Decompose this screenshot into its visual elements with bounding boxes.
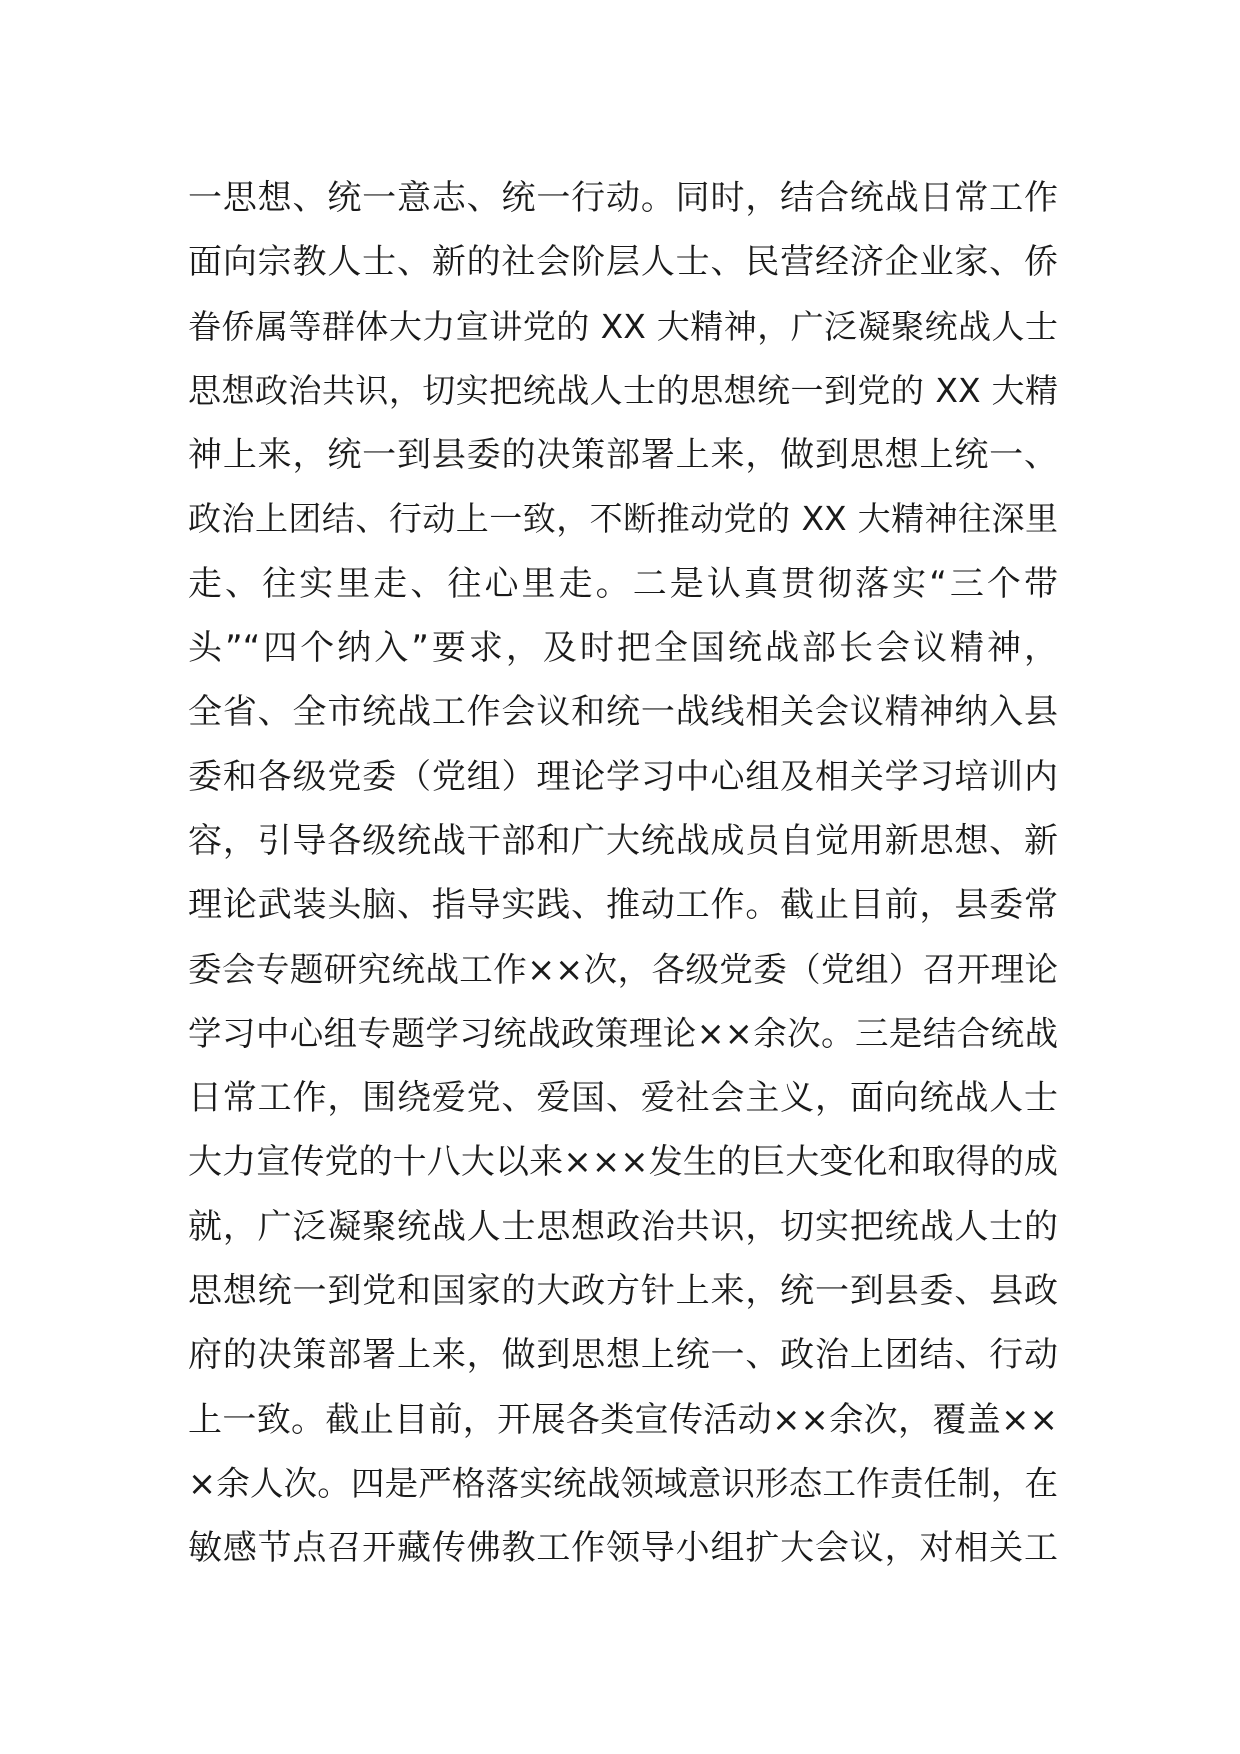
text-line: 委会专题研究统战工作××次，各级党委（党组）召开理论	[188, 949, 1058, 989]
text-line: ×余人次。四是严格落实统战领域意识形态工作责任制，在	[188, 1463, 1058, 1503]
text-line: 学习中心组专题学习统战政策理论××余次。三是结合统战	[188, 1013, 1058, 1053]
text-line: 敏感节点召开藏传佛教工作领导小组扩大会议，对相关工	[188, 1528, 1058, 1569]
text-line: 大力宣传党的十八大以来×××发生的巨大变化和取得的成	[188, 1142, 1058, 1183]
text-line: 府的决策部署上来，做到思想上统一、政治上团结、行动	[188, 1335, 1058, 1376]
text-line: 全省、全市统战工作会议和统一战线相关会议精神纳入县	[188, 692, 1058, 733]
text-line: 上一致。截止目前，开展各类宣传活动××余次，覆盖××	[188, 1399, 1058, 1440]
text-line: 眷侨属等群体大力宣讲党的 XX 大精神，广泛凝聚统战人士	[188, 306, 1058, 346]
text-line: 一思想、统一意志、统一行动。同时，结合统战日常工作	[188, 178, 1058, 218]
body-paragraph	[188, 166, 1058, 1581]
text-line: 理论武装头脑、指导实践、推动工作。截止目前，县委常	[188, 885, 1058, 926]
text-line: 就，广泛凝聚统战人士思想政治共识，切实把统战人士的	[188, 1206, 1058, 1247]
text-line: 委和各级党委（党组）理论学习中心组及相关学习培训内	[188, 756, 1058, 797]
text-line: 政治上团结、行动上一致，不断推动党的 XX 大精神往深里	[188, 499, 1058, 539]
text-line: 容，引导各级统战干部和广大统战成员自觉用新思想、新	[188, 820, 1058, 861]
text-line: 走、往实里走、往心里走。二是认真贯彻落实“三个带	[188, 563, 1058, 604]
text-line: 日常工作，围绕爱党、爱国、爱社会主义，面向统战人士	[188, 1078, 1058, 1119]
text-line: 神上来，统一到县委的决策部署上来，做到思想上统一、	[188, 435, 1058, 476]
text-line: 面向宗教人士、新的社会阶层人士、民营经济企业家、侨	[188, 242, 1058, 283]
text-line: 思想统一到党和国家的大政方针上来，统一到县委、县政	[188, 1271, 1058, 1312]
text-line: 头”“四个纳入”要求，及时把全国统战部长会议精神，	[188, 628, 1058, 669]
text-line: 思想政治共识，切实把统战人士的思想统一到党的 XX 大精	[188, 370, 1058, 410]
